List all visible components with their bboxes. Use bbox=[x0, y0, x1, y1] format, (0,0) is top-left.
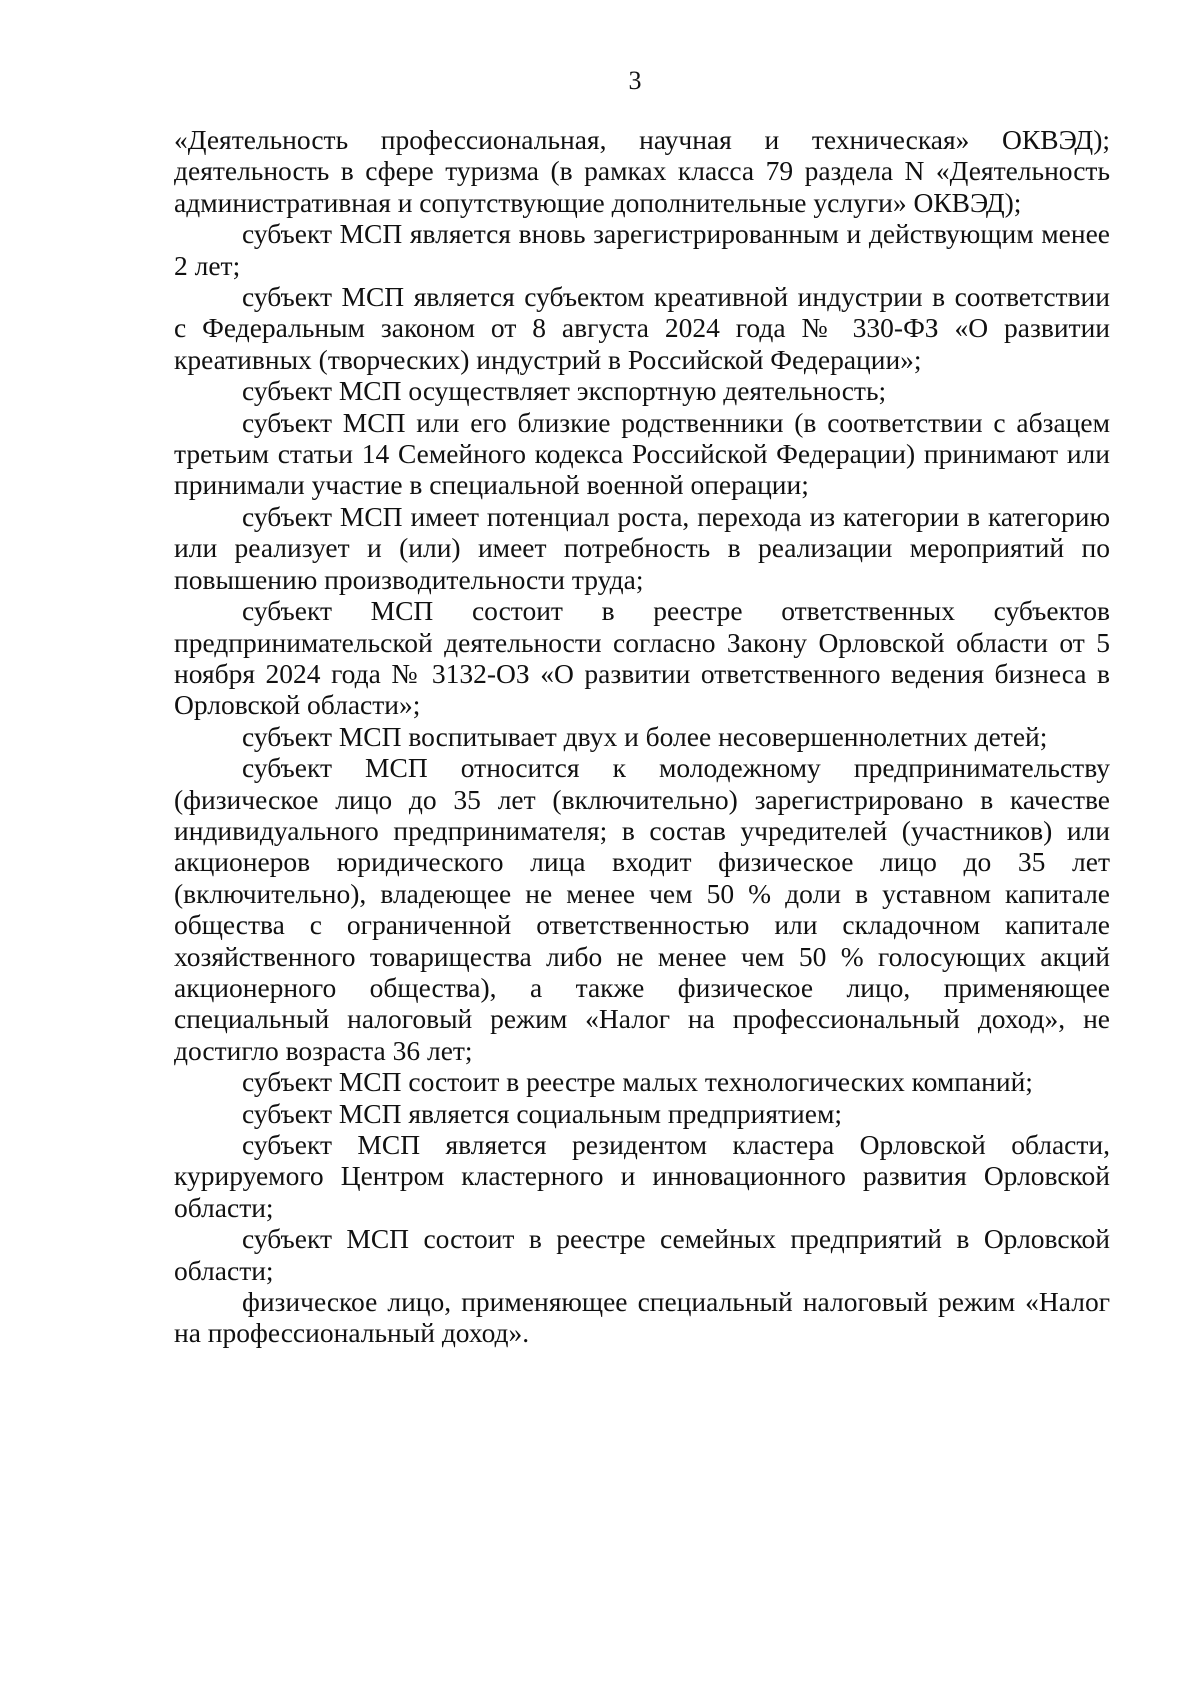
paragraph-family-enterprise: субъект МСП состоит в реестре семейных предприятий в Орловской области; bbox=[174, 1223, 1110, 1286]
page-number: 3 bbox=[628, 66, 642, 95]
paragraph-social-enterprise: субъект МСП является социальным предприятием; bbox=[242, 1097, 843, 1129]
paragraph-growth-potential: субъект МСП имеет потенциал роста, перехода из категории в категорию или реализует и (или) имеет потребность в реализации мероприятий по повышению производительности труда; bbox=[174, 500, 1110, 595]
paragraph-cluster-resident: субъект МСП является резидентом кластера Орловской области, курируемого Центром кластерного и инновационного развития Орловской области; bbox=[174, 1129, 1110, 1223]
paragraph-youth-entrepreneurship: субъект МСП относится к молодежному предпринимательству (физическое лицо до 35 лет (включительно) зарегистрировано в качестве индивидуального предпринимателя; в состав учредителей (участников) или акционеров юридического лица входит физическое лицо до 35 лет (включительно), владеющее не менее чем 50 % доли в уставном капитале общества с ограниченной ответственностью или складочном капитале хозяйственного товарищества либо не менее чем 50 % голосующих акций акционерного общества), а также физическое лицо, применяющее специальный налоговый режим «Налог на профессиональный доход», не достигло возраста 36 лет; bbox=[174, 752, 1110, 1066]
paragraph-export-activity: субъект МСП осуществляет экспортную деятельность; bbox=[242, 375, 887, 407]
document-body bbox=[174, 124, 1110, 1349]
paragraph-self-employed: физическое лицо, применяющее специальный налоговый режим «Налог на профессиональный доход». bbox=[174, 1286, 1110, 1349]
paragraph-tech-companies: субъект МСП состоит в реестре малых технологических компаний; bbox=[242, 1066, 1033, 1098]
paragraph-responsible-business: субъект МСП состоит в реестре ответственных субъектов предпринимательской деятельности согласно Закону Орловской области от 5 ноября 2024 года № 3132-ОЗ «О развитии ответственного ведения бизнеса в Орловской области»; bbox=[174, 595, 1110, 721]
paragraph-newly-registered: субъект МСП является вновь зарегистрированным и действующим менее 2 лет; bbox=[174, 218, 1110, 281]
paragraph-military-operation: субъект МСП или его близкие родственники (в соответствии с абзацем третьим статьи 14 Семейного кодекса Российской Федерации) принимают или принимали участие в специальной военной операции; bbox=[174, 406, 1110, 501]
paragraph-okved-continuation: «Деятельность профессиональная, научная и техническая» ОКВЭД); деятельность в сфере туризма (в рамках класса 79 раздела N «Деятельность административная и сопутствующие дополнительные услуги» ОКВЭД); bbox=[174, 124, 1110, 218]
paragraph-children: субъект МСП воспитывает двух и более несовершеннолетних детей; bbox=[242, 720, 1048, 752]
paragraph-creative-industry: субъект МСП является субъектом креативной индустрии в соответствии с Федеральным законом от 8 августа 2024 года № 330-ФЗ «О развитии креативных (творческих) индустрий в Российской Федерации»; bbox=[174, 281, 1110, 375]
